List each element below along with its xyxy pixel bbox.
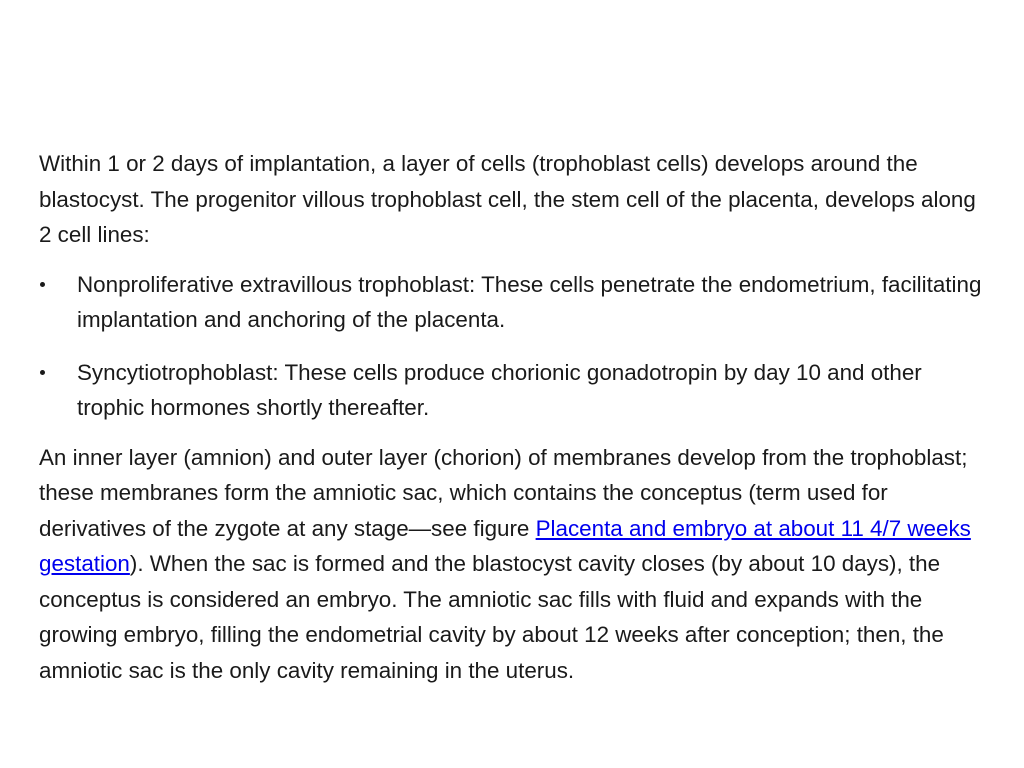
paragraph-text-before-link: An inner layer (amnion) and outer layer (chorion) of membranes develop from the trophoblast; these membranes form the amniotic sac, which contains the conceptus (term used for derivatives of the zygote at any stage—see figure [39, 444, 968, 541]
list-item [39, 267, 989, 338]
list-item [39, 355, 989, 426]
bullet-icon [40, 282, 45, 287]
cell-lines-list [39, 267, 989, 426]
list-item-text: Syncytiotrophoblast: These cells produce chorionic gonadotropin by day 10 and other trophic hormones shortly thereafter. [77, 359, 922, 420]
figure-link[interactable]: Placenta and embryo at about 11 4/7 weeks gestation [39, 515, 971, 576]
article-body [39, 146, 989, 688]
membranes-paragraph [39, 440, 989, 689]
paragraph-text-after-link: ). When the sac is formed and the blastocyst cavity closes (by about 10 days), the conceptus is considered an embryo. The amniotic sac fills with fluid and expands with the growing embryo, filling the endometrial cavity by about 12 weeks after conception; then, the amniotic sac is the only cavity remaining in the uterus. [39, 551, 944, 683]
bullet-icon [40, 370, 45, 375]
list-item-text: Nonproliferative extravillous trophoblast: These cells penetrate the endometrium, facilitating implantation and anchoring of the placenta. [77, 271, 982, 332]
intro-paragraph: Within 1 or 2 days of implantation, a layer of cells (trophoblast cells) develops around the blastocyst. The progenitor villous trophoblast cell, the stem cell of the placenta, develops along 2 cell lines: [39, 151, 976, 247]
